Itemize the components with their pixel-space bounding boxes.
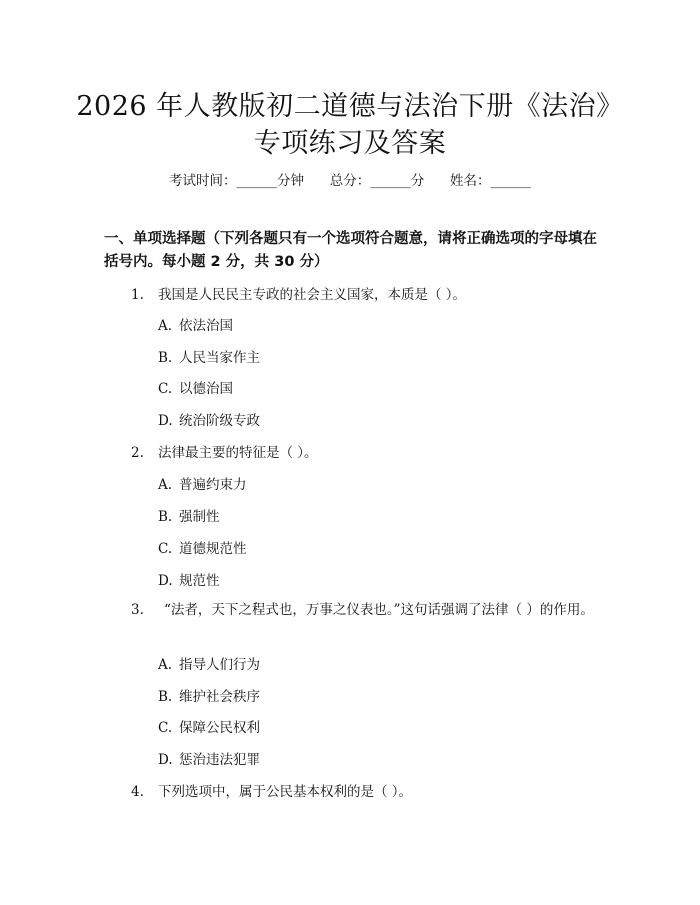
q3-option-b [158, 685, 260, 705]
option-label: C. [158, 720, 173, 736]
question-number: 4. [131, 784, 144, 800]
question-3 [104, 599, 594, 621]
section-heading: 一、单项选择题（下列各题只有一个选项符合题意，请将正确选项的字母填在括号内。每小题 2 分，共 30 分） [104, 231, 597, 270]
page-title-line-2: 专项练习及答案 [253, 128, 447, 159]
q1-option-c [158, 377, 233, 397]
option-label: A. [158, 657, 173, 673]
option-text: 统治阶级专政 [179, 413, 260, 429]
option-label: A. [158, 318, 173, 334]
option-text: 以德治国 [179, 381, 233, 397]
exam-info-line [0, 169, 700, 189]
option-label: C. [158, 541, 173, 557]
page-title-line-1: 2026 年人教版初二道德与法治下册《法治》 [76, 91, 624, 122]
option-text: 指导人们行为 [179, 657, 260, 673]
option-text: 道德规范性 [179, 541, 247, 557]
time-label: 考试时间： [169, 173, 237, 189]
question-text: 我国是人民民主专政的社会主义国家，本质是（ ）。 [158, 287, 467, 303]
name-blank: ______ [490, 173, 531, 189]
q1-option-d [158, 409, 260, 429]
q1-option-b [158, 346, 260, 366]
option-label: D. [158, 573, 173, 589]
q2-option-a [158, 473, 247, 493]
option-label: A. [158, 477, 173, 493]
time-blank: ______ [236, 173, 277, 189]
option-text: 强制性 [179, 509, 220, 525]
option-text: 保障公民权利 [179, 720, 260, 736]
option-label: B. [158, 509, 173, 525]
option-text: 惩治违法犯罪 [179, 752, 260, 768]
q2-option-b [158, 505, 220, 525]
question-text: “法者，天下之程式也，万事之仪表也。”这句话强调了法律（ ）的作用。 [164, 602, 594, 618]
option-label: B. [158, 689, 173, 705]
question-4 [131, 780, 412, 800]
question-number: 1. [131, 287, 144, 303]
option-text: 普遍约束力 [179, 477, 247, 493]
score-unit: 分 [410, 173, 425, 189]
q1-option-a [158, 314, 233, 334]
question-number: 3. [131, 602, 144, 618]
score-label: 总分： [329, 173, 371, 189]
question-2 [131, 441, 318, 461]
option-text: 维护社会秩序 [179, 689, 260, 705]
name-label: 姓名： [450, 173, 491, 189]
question-text: 下列选项中，属于公民基本权利的是（ ）。 [158, 784, 413, 800]
q3-option-a [158, 653, 260, 673]
option-label: D. [158, 752, 173, 768]
option-text: 人民当家作主 [179, 350, 260, 366]
q3-option-c [158, 716, 260, 736]
option-text: 规范性 [179, 573, 220, 589]
question-1 [131, 283, 466, 303]
q3-option-d [158, 748, 260, 768]
option-label: C. [158, 381, 173, 397]
q2-option-c [158, 537, 247, 557]
time-unit: 分钟 [277, 173, 304, 189]
option-label: B. [158, 350, 173, 366]
option-label: D. [158, 413, 173, 429]
question-number: 2. [131, 445, 144, 461]
score-blank: ______ [370, 173, 411, 189]
q2-option-d [158, 569, 220, 589]
option-text: 依法治国 [179, 318, 233, 334]
question-text: 法律最主要的特征是（ ）。 [158, 445, 318, 461]
